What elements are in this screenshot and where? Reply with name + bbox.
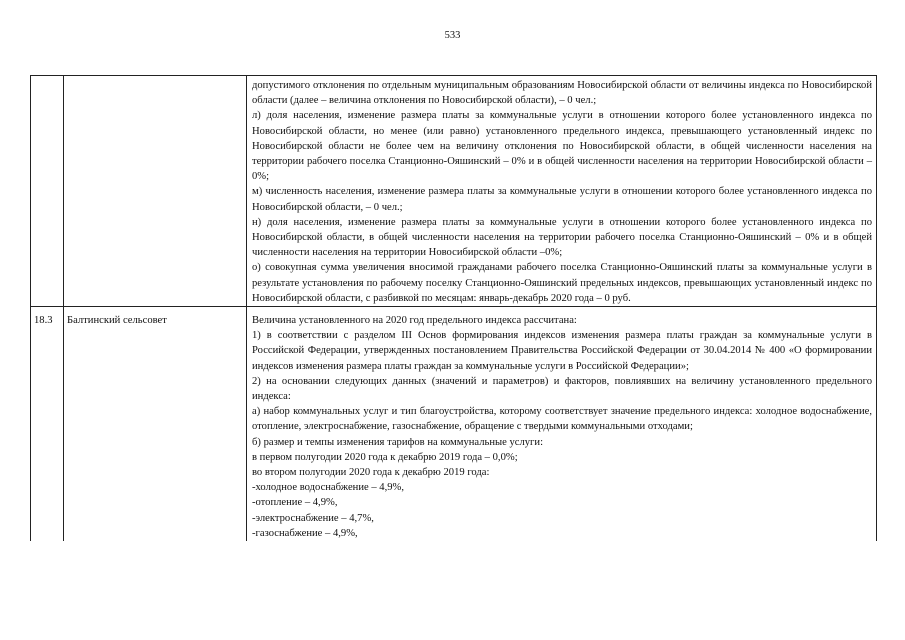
municipality-name-cell bbox=[64, 76, 247, 307]
paragraph: -холодное водоснабжение – 4,9%, bbox=[252, 482, 404, 494]
paragraph: -электроснабжение – 4,7%, bbox=[252, 512, 374, 524]
paragraph: н) доля населения, изменение размера платы за коммунальные услуги в отношении которого более установленного индекса по Новосибирской области, в общей численности населения на территории рабочего поселка Станционно-Ояшинский – 0% и в общей численности населения на территории Новосибирской области –0%; bbox=[252, 216, 872, 259]
paragraph: м) численность населения, изменение размера платы за коммунальные услуги в отношении которого более установленного индекса по Новосибирской области, – 0 чел.; bbox=[252, 186, 872, 213]
paragraph: Величина установленного на 2020 год предельного индекса рассчитана: bbox=[252, 315, 577, 327]
table-row bbox=[31, 307, 877, 542]
row-number-cell bbox=[31, 76, 64, 307]
paragraph: допустимого отклонения по отдельным муниципальным образованиям Новосибирской области от величины индекса по Новосибирской области (далее – величина отклонения по Новосибирской области), – 0 чел.; bbox=[252, 80, 872, 107]
paragraph: о) совокупная сумма увеличения вносимой гражданами рабочего поселка Станционно-Ояшинский платы за коммунальные услуги в результате установления по рабочему поселку Станционно-Ояшинский предельных индексов, превышающих установленный индекс по Новосибирской области, с разбивкой по месяцам: январь-декабрь 2020 года – 0 руб. bbox=[252, 262, 872, 304]
document-table bbox=[30, 75, 877, 541]
page-number: 533 bbox=[444, 30, 461, 41]
paragraph: 1) в соответствии с разделом III Основ формирования индексов изменения размера платы граждан за коммунальные услуги в Российской Федерации, утвержденных постановлением Правительства Российской Федерации от 30.04.2014 № 400 «О формировании индексов изменения размера платы граждан за коммунальные услуги в Российской Федерации»; bbox=[252, 330, 872, 372]
paragraph: во втором полугодии 2020 года к декабрю 2019 года: bbox=[252, 467, 490, 479]
paragraph: 2) на основании следующих данных (значений и параметров) и факторов, повлиявших на величину установленного предельного индекса: bbox=[252, 375, 872, 403]
row-number-cell: 18.3 bbox=[31, 307, 64, 542]
description-cell bbox=[247, 76, 877, 307]
paragraph: -газоснабжение – 4,9%, bbox=[252, 527, 358, 539]
paragraph: в первом полугодии 2020 года к декабрю 2019 года – 0,0%; bbox=[252, 451, 518, 463]
paragraph: а) набор коммунальных услуг и тип благоустройства, которому соответствует значение предельного индекса: холодное водоснабжение, отопление, электроснабжение, газоснабжение, обращение с твердыми коммунальными отходами; bbox=[252, 406, 872, 433]
paragraph: б) размер и темпы изменения тарифов на коммунальные услуги: bbox=[252, 436, 544, 448]
municipality-name-cell: Балтинский сельсовет bbox=[64, 307, 247, 542]
table-row bbox=[31, 76, 877, 307]
description-cell bbox=[247, 307, 877, 542]
paragraph: л) доля населения, изменение размера платы за коммунальные услуги в отношении которого более установленного индекса по Новосибирской области, но менее (или равно) установленного предельного индекса, превышающего установленный индекс по Новосибирской области не более чем на величину отклонения по Новосибирской области, в общей численности населения на территории рабочего поселка Станционно-Ояшинский – 0% и в общей численности населения на территории Новосибирской области – 0%; bbox=[252, 110, 872, 183]
paragraph: -отопление – 4,9%, bbox=[252, 497, 338, 509]
